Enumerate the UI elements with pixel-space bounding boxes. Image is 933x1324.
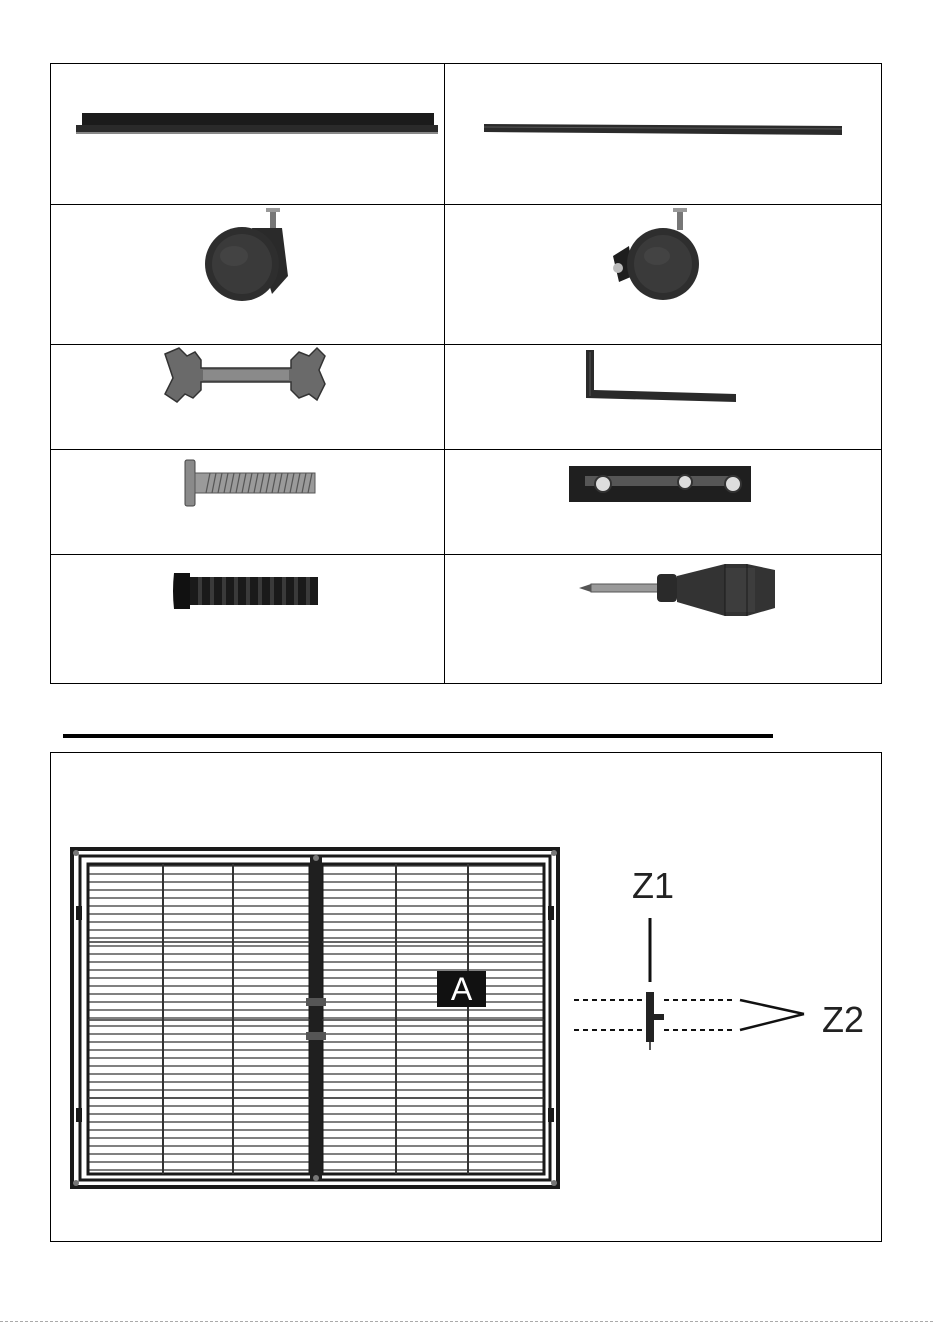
channel-rail-icon: [70, 105, 440, 145]
wrench-icon: [163, 346, 328, 406]
connector-plate-icon: [565, 462, 755, 507]
caster-wheel-brake-icon: [605, 206, 715, 301]
gate-panel-drawing: [70, 846, 560, 1191]
bolt-icon: [180, 455, 320, 510]
part-flat-bar: [480, 118, 850, 138]
connector-detail-drawing: [570, 910, 810, 1060]
gate-panel-icon: [70, 846, 560, 1191]
part-black-screw: [170, 565, 322, 617]
table-column-divider: [444, 64, 445, 683]
part-connector-plate: [565, 462, 755, 507]
part-wrench: [163, 346, 328, 406]
screwdriver-icon: [575, 558, 780, 620]
part-screwdriver: [575, 558, 780, 620]
part-caster-wheel-brake: [605, 206, 715, 301]
page-bottom-rule: [0, 1321, 933, 1322]
part-bolt: [180, 455, 320, 510]
table-row-divider: [51, 554, 881, 555]
panel-label-a: A: [437, 971, 486, 1007]
connector-detail-icon: [570, 910, 810, 1060]
black-screw-icon: [170, 565, 322, 617]
part-allen-key: [580, 346, 745, 406]
table-row-divider: [51, 204, 881, 205]
caster-wheel-icon: [190, 206, 300, 301]
section-divider: [63, 734, 773, 738]
flat-bar-icon: [480, 118, 850, 138]
part-channel-rail: [70, 105, 440, 145]
part-caster-wheel: [190, 206, 300, 301]
table-row-divider: [51, 449, 881, 450]
label-z1: Z1: [632, 865, 675, 906]
allen-key-icon: [580, 346, 745, 406]
table-row-divider: [51, 344, 881, 345]
label-z2: Z2: [822, 999, 865, 1040]
